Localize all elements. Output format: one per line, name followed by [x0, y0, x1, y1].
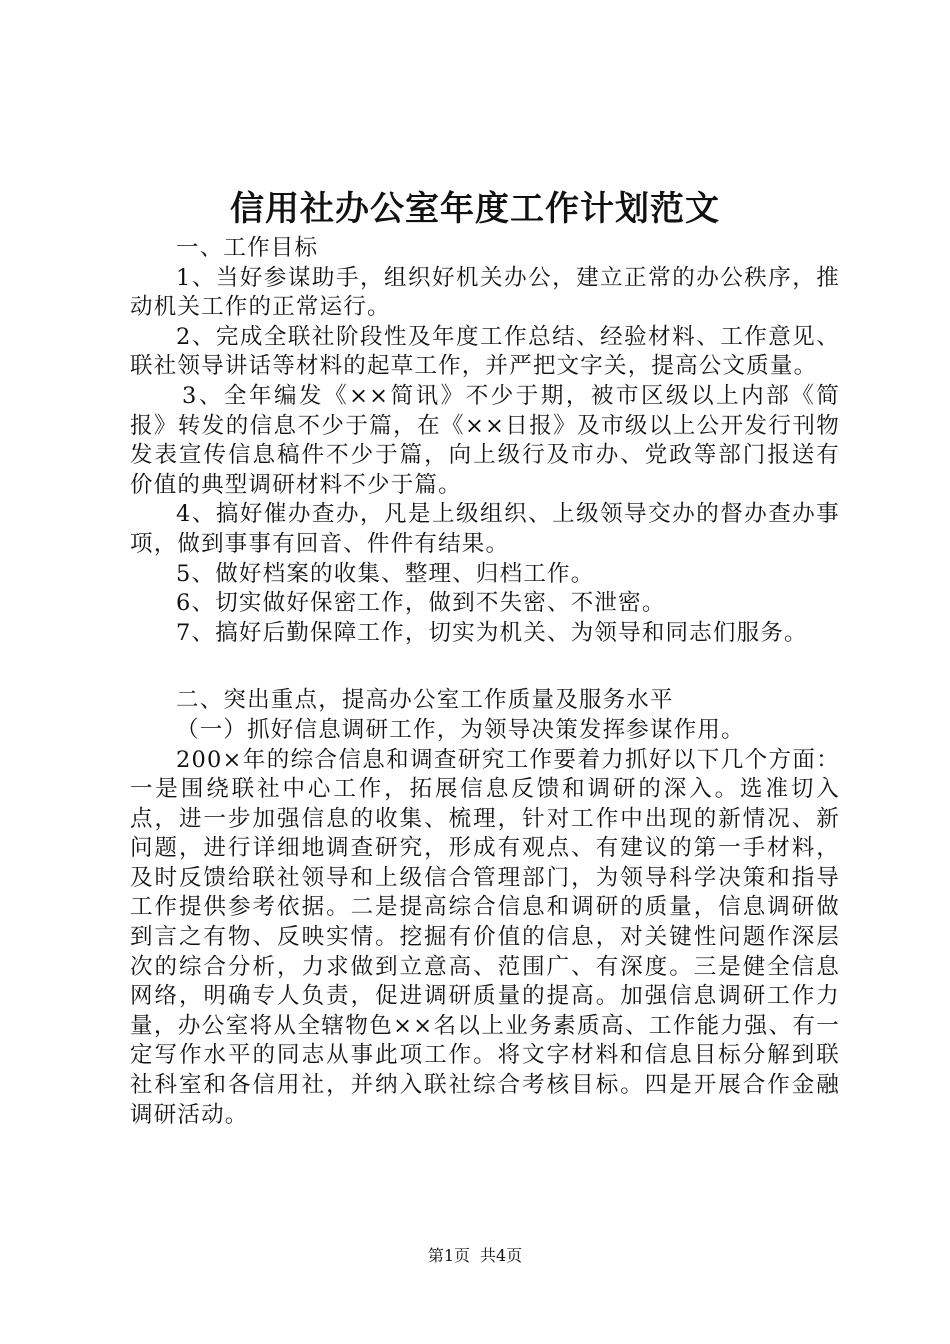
section1-item-6: 6、切实做好保密工作，做到不失密、不泄密。	[176, 590, 666, 617]
page-footer	[0, 1244, 950, 1268]
section1-item-7: 7、搞好后勤保障工作，切实为机关、为领导和同志们服务。	[176, 619, 808, 646]
document-body	[130, 234, 840, 1130]
page-total: 共4页	[480, 1246, 523, 1265]
section1-heading: 一、工作目标	[176, 235, 319, 261]
section1-item-5: 5、做好档案的收集、整理、归档工作。	[176, 560, 595, 587]
section1-item-4: 4、搞好催办查办，凡是上级组织、上级领导交办的督办查办事项，做到事事有回音、件件有结果。	[130, 501, 840, 557]
section1-item-1: 1、当好参谋助手，组织好机关办公，建立正常的办公秩序，推动机关工作的正常运行。	[130, 264, 840, 321]
document-title: 信用社办公室年度工作计划范文	[230, 189, 720, 229]
section2-subheading: （一）抓好信息调研工作，为领导决策发挥参谋作用。	[176, 716, 745, 743]
section2-heading: 二、突出重点，提高办公室工作质量及服务水平	[176, 687, 674, 714]
section-spacer	[130, 648, 840, 686]
section1-item-3: 3、全年编发《××简讯》不少于期，被市区级以上内部《简报》转发的信息不少于篇，在《××日报》及市级以上公开发行刊物发表宣传信息稿件不少于篇，向上级行及市办、党政等部门报送有价值的典型调研材料不少于篇。	[130, 382, 840, 498]
section1-item-2: 2、完成全联社阶段性及年度工作总结、经验材料、工作意见、联社领导讲话等材料的起草工作，并严把文字关，提高公文质量。	[130, 323, 840, 380]
page-number: 第1页	[427, 1246, 470, 1265]
section2-paragraph: 200×年的综合信息和调查研究工作要着力抓好以下几个方面：一是围绕联社中心工作，拓展信息反馈和调研的深入。选准切入点，进一步加强信息的收集、梳理，针对工作中出现的新情况、新问题，进行详细地调查研究，形成有观点、有建议的第一手材料，及时反馈给联社领导和上级信合管理部门，为领导科学决策和指导工作提供参考依据。二是提高综合信息和调研的质量，信息调研做到言之有物、反映实情。挖掘有价值的信息，对关键性问题作深层次的综合分析，力求做到立意高、范围广、有深度。三是健全信息网络，明确专人负责，促进调研质量的提高。加强信息调研工作力量，办公室将从全辖物色××名以上业务素质高、工作能力强、有一定写作水平的同志从事此项工作。将文字材料和信息目标分解到联社科室和各信用社，并纳入联社综合考核目标。四是开展合作金融调研活动。	[130, 746, 840, 1128]
